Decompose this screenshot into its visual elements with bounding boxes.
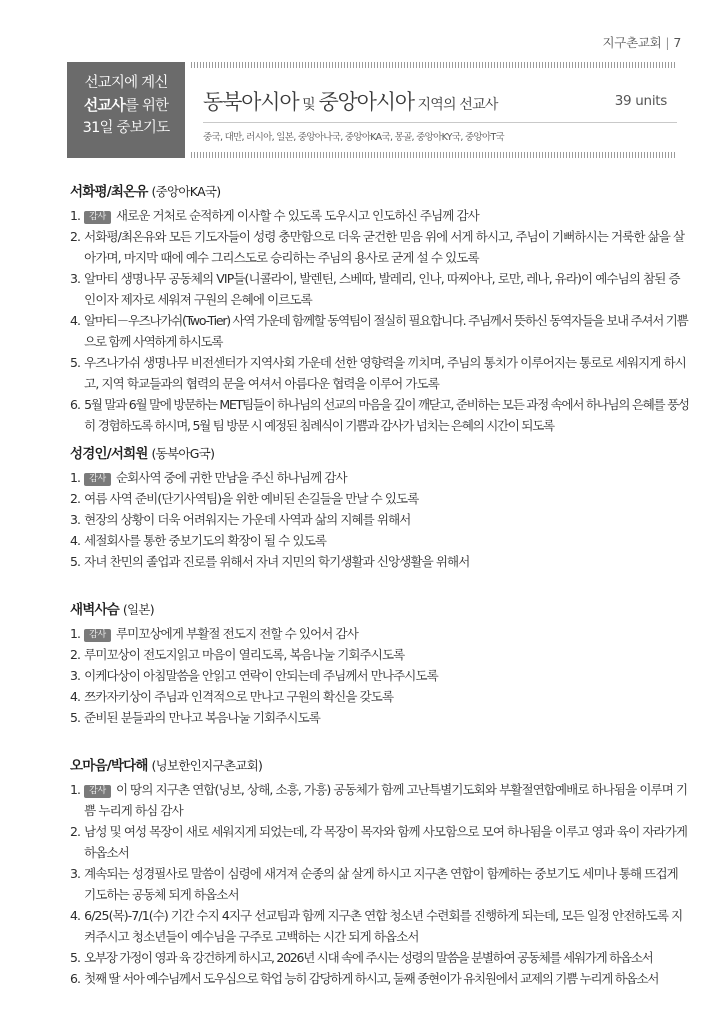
item-text: 자녀 찬민의 졸업과 진로를 위해서 자녀 지민의 학기생활과 신앙생활을 위해서 [84, 554, 470, 569]
item-text: 순회사역 중에 귀한 만남을 주신 하나님께 감사 [115, 470, 347, 485]
item-text-wrap [84, 467, 690, 488]
item-text: 알마티－우즈나가쉬(Two-Tier) 사역 가운데 함께할 동역팀이 절실히 필요합니다. 주님께서 뜻하신 동역자들을 보내 주셔서 기쁨으로 함께 사역하게 하시도록 [84, 313, 688, 349]
banner-title-part2: 중앙아시아 [318, 90, 414, 114]
item-number: 4. [70, 533, 81, 548]
item-number: 1. [70, 626, 81, 641]
banner-title-part1: 동북아시아 [203, 90, 299, 114]
item-number: 1. [70, 208, 81, 223]
banner-stripe-top [191, 62, 677, 68]
prayer-item [70, 686, 690, 707]
page-header [603, 33, 681, 51]
prayer-item [70, 205, 690, 226]
page-number: 7 [673, 35, 681, 50]
prayer-item [70, 310, 690, 352]
prayer-item [70, 947, 690, 968]
banner-divider [203, 122, 677, 123]
thanks-badge: 감사 [84, 629, 111, 642]
prayer-section-3 [70, 598, 690, 728]
item-number: 3. [70, 866, 81, 881]
banner-label-rest: 를 위한 [124, 98, 169, 114]
item-text: 루미꼬상이 전도지읽고 마음이 열리도록, 복음나눌 기회주시도록 [84, 647, 405, 662]
section-name: 지구촌교회 [602, 35, 662, 50]
title-banner [67, 62, 677, 158]
banner-label-bold: 선교사 [83, 96, 125, 114]
banner-title [203, 86, 498, 116]
missionary-name: 오마음/박다해 [70, 758, 148, 774]
prayer-item [70, 707, 690, 728]
banner-stripe-bottom [191, 152, 677, 158]
prayer-item [70, 352, 690, 394]
prayer-item [70, 394, 690, 436]
item-number: 1. [70, 470, 81, 485]
missionary-name: 서화평/최온유 [70, 184, 148, 200]
item-number: 6. [70, 971, 81, 986]
item-text: 오부장 가정이 영과 육 강건하게 하시고, 2026년 시대 속에 주시는 성령의 말씀을 분별하여 공동체를 세워가게 하옵소서 [84, 950, 653, 965]
banner-label-box [67, 62, 185, 158]
item-number: 4. [70, 908, 81, 923]
item-text: 이케다상이 아침말씀을 안읽고 연락이 안되는데 주님께서 만나주시도록 [84, 668, 438, 683]
item-number: 4. [70, 313, 81, 328]
missionary-location: (중앙아KA국) [151, 184, 221, 199]
item-text: 이 땅의 지구촌 연합(닝보, 상해, 소흥, 가흥) 공동체가 함께 고난특별기도회와 부활절연합예배로 하나됨을 이루며 기쁨 누리게 하심 감사 [84, 782, 688, 818]
item-text: 6/25(목)-7/1(수) 기간 수지 4지구 선교팀과 함께 지구촌 연합 청소년 수련회를 진행하게 되는데, 모든 일정 안전하도록 지켜주시고 청소년들이 예수님을 구주로 고백하는 시간 되게 하옵소서 [84, 908, 683, 944]
item-number: 1. [70, 782, 81, 797]
item-text: 루미꼬상에게 부활절 전도지 전할 수 있어서 감사 [115, 626, 358, 641]
header-separator: | [665, 35, 670, 50]
prayer-item [70, 488, 690, 509]
banner-title-and: 및 [298, 97, 319, 113]
item-text-wrap [84, 205, 690, 226]
item-text: 5월 말과 6월 말에 방문하는 MET팀들이 하나님의 선교의 마음을 깊이 깨닫고, 준비하는 모든 과정 속에서 하나님의 은혜를 풍성히 경험하도록 하시며, 5월 팀 방문 시 예정된 침례식이 기쁨과 감사가 넘치는 은혜의 시간이 되도록 [84, 397, 689, 433]
item-number: 3. [70, 668, 81, 683]
prayer-section-2 [70, 442, 690, 572]
thanks-badge: 감사 [84, 211, 111, 224]
item-number: 2. [70, 491, 81, 506]
item-number: 3. [70, 512, 81, 527]
prayer-item [70, 509, 690, 530]
item-number: 5. [70, 554, 81, 569]
prayer-item [70, 821, 690, 863]
prayer-item [70, 863, 690, 905]
item-number: 2. [70, 824, 81, 839]
prayer-section-4 [70, 754, 690, 989]
item-text: 여름 사역 준비(단기사역팀)을 위한 예비된 손길들을 만날 수 있도록 [84, 491, 419, 506]
banner-label-line2 [67, 94, 185, 117]
banner-label-line1: 선교지에 계신 [84, 75, 168, 91]
missionary-location: (동북아G국) [151, 446, 215, 461]
section-title [70, 180, 690, 200]
item-text-wrap [84, 623, 690, 644]
missionary-location: (닝보한인지구촌교회) [151, 758, 263, 773]
prayer-item [70, 644, 690, 665]
prayer-item [70, 467, 690, 488]
item-number: 5. [70, 950, 81, 965]
prayer-item [70, 530, 690, 551]
banner-title-area [191, 62, 677, 158]
item-text-wrap [84, 779, 690, 821]
missionary-name: 새벽사슴 [70, 602, 119, 618]
banner-label-line3: 31일 중보기도 [82, 120, 170, 136]
prayer-item [70, 623, 690, 644]
item-text: 현장의 상황이 더욱 어려워지는 가운데 사역과 삶의 지혜를 위해서 [84, 512, 411, 527]
prayer-section-1 [70, 180, 690, 436]
item-number: 4. [70, 689, 81, 704]
item-number: 5. [70, 355, 81, 370]
section-title [70, 442, 690, 462]
item-number: 6. [70, 397, 81, 412]
item-text: 우즈나가쉬 생명나무 비전센터가 지역사회 가운데 선한 영향력을 끼치며, 주님의 통치가 이루어지는 통로로 세워지게 하시고, 지역 학교들과의 협력의 문을 여셔서 아름다운 협력을 이루어 가도록 [84, 355, 686, 391]
missionary-name: 성경인/서희원 [70, 446, 148, 462]
banner-countries: 중국, 대만, 러시아, 일본, 중앙아나국, 중앙아KA국, 몽골, 중앙아KY국, 중앙아T국 [203, 132, 505, 143]
prayer-item [70, 226, 690, 268]
section-title [70, 598, 690, 618]
prayer-item [70, 779, 690, 821]
prayer-item [70, 968, 690, 989]
item-text: 준비된 분들과의 만나고 복음나눌 기회주시도록 [84, 710, 320, 725]
prayer-item [70, 905, 690, 947]
thanks-badge: 감사 [84, 785, 111, 798]
missionary-location: (일본) [122, 602, 154, 617]
item-text: 첫째 딸 서아 예수님께서 도우심으로 학업 능히 감당하게 하시고, 둘째 종현이가 유치원에서 교제의 기쁨 누리게 하옵소서 [84, 971, 659, 986]
prayer-item [70, 268, 690, 310]
banner-units: 39 units [614, 93, 667, 109]
item-text: 서화평/최온유와 모든 기도자들이 성령 충만함으로 더욱 굳건한 믿음 위에 서게 하시고, 주님이 기뻐하시는 거룩한 삶을 살아가며, 마지막 때에 예수 그리스도로 승리하는 주님의 용사로 굳게 설 수 있도록 [84, 229, 685, 265]
item-text: 새로운 거처로 순적하게 이사할 수 있도록 도우시고 인도하신 주님께 감사 [115, 208, 479, 223]
banner-title-suffix: 지역의 선교사 [413, 97, 498, 113]
prayer-item [70, 665, 690, 686]
item-text: 세절회사를 통한 중보기도의 확장이 될 수 있도록 [84, 533, 327, 548]
item-text: 남성 및 여성 목장이 새로 세워지게 되었는데, 각 목장이 목자와 함께 사모함으로 모여 하나됨을 이루고 영과 육이 자라가게 하옵소서 [84, 824, 688, 860]
item-number: 2. [70, 647, 81, 662]
item-text: 쯔카자키상이 주님과 인격적으로 만나고 구원의 확신을 갖도록 [84, 689, 394, 704]
item-text: 계속되는 성경필사로 말씀이 심령에 새겨져 순종의 삶 살게 하시고 지구촌 연합이 함께하는 중보기도 세미나 통해 뜨겁게 기도하는 공동체 되게 하옵소서 [84, 866, 678, 902]
item-number: 2. [70, 229, 81, 244]
prayer-item [70, 551, 690, 572]
section-title [70, 754, 690, 774]
item-number: 3. [70, 271, 81, 286]
item-text: 알마티 생명나무 공동체의 VIP들(니콜라이, 발렌틴, 스베따, 발레리, 인나, 따찌아나, 로만, 레나, 유라)이 예수님의 참된 증인이자 제자로 세워져 구원의 은혜에 이르도록 [84, 271, 680, 307]
item-number: 5. [70, 710, 81, 725]
thanks-badge: 감사 [84, 473, 111, 486]
